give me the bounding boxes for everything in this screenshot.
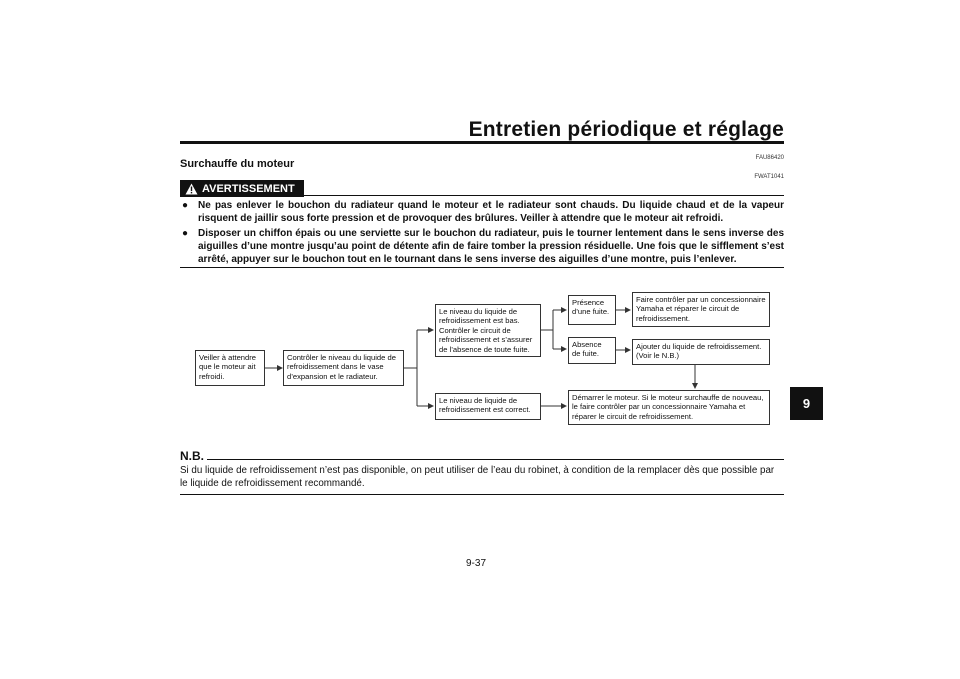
note-bottom-rule bbox=[180, 494, 784, 495]
chapter-tab: 9 bbox=[790, 387, 823, 420]
page-title: Entretien périodique et réglage bbox=[468, 118, 784, 141]
bullet-dot-icon: ● bbox=[182, 228, 189, 239]
flow-box-wait: Veiller à attendre que le moteur ait refroidi. bbox=[195, 350, 265, 386]
bullet-dot-icon: ● bbox=[182, 200, 189, 211]
flow-box-low-level: Le niveau du liquide de refroidissement est bas. Contrôler le circuit de refroidissement et s’assurer de l’absence de toute fuite. bbox=[435, 304, 541, 357]
warning-bullet: ● Ne pas enlever le bouchon du radiateur quand le moteur et le radiateur sont chauds. Du liquide chaud et de la vapeur risquent de jaillir sous forte pression et de provoquer des brûlures. Veiller à attendre que le moteur ait refroidi. bbox=[182, 200, 784, 224]
flow-box-correct-level: Le niveau de liquide de refroidissement est correct. bbox=[435, 393, 541, 420]
warning-bullet: ● Disposer un chiffon épais ou une serviette sur le bouchon du radiateur, puis le tourner lentement dans le sens inverse des aiguilles d’une montre jusqu’au point de détente afin de faire tomber la pression résiduelle. Une fois que le sifflement s’est arrêté, appuyer sur le bouchon tout en le tournant dans le sens inverse des aiguilles d’une montre, puis l’enlever. bbox=[182, 228, 784, 265]
flow-box-check: Contrôler le niveau du liquide de refroidissement dans le vase d’expansion et le radiateur. bbox=[283, 350, 404, 386]
flow-box-dealer: Faire contrôler par un concessionnaire Yamaha et réparer le circuit de refroidissement. bbox=[632, 292, 770, 327]
page-number: 9-37 bbox=[466, 558, 487, 569]
note-text: Si du liquide de refroidissement n’est pas disponible, on peut utiliser de l’eau du robinet, à condition de la remplacer dès que possible par le liquide de refroidissement recommandé. bbox=[180, 465, 775, 489]
flow-box-leak: Présence d’une fuite. bbox=[568, 295, 616, 325]
warning-label: AVERTISSEMENT bbox=[202, 182, 295, 195]
flow-box-add-coolant: Ajouter du liquide de refroidissement. (Voir le N.B.) bbox=[632, 339, 770, 365]
note-title: N.B. bbox=[180, 449, 204, 463]
flow-box-no-leak: Absence de fuite. bbox=[568, 337, 616, 364]
flow-box-start-engine: Démarrer le moteur. Si le moteur surchauffe de nouveau, le faire contrôler par un concessionnaire Yamaha et réparer le circuit de refroidissement. bbox=[568, 390, 770, 425]
note-rule bbox=[207, 459, 784, 460]
warning-code: FWAT1041 bbox=[754, 174, 784, 180]
section-code: FAU86420 bbox=[755, 155, 784, 161]
section-title: Surchauffe du moteur bbox=[180, 158, 295, 170]
